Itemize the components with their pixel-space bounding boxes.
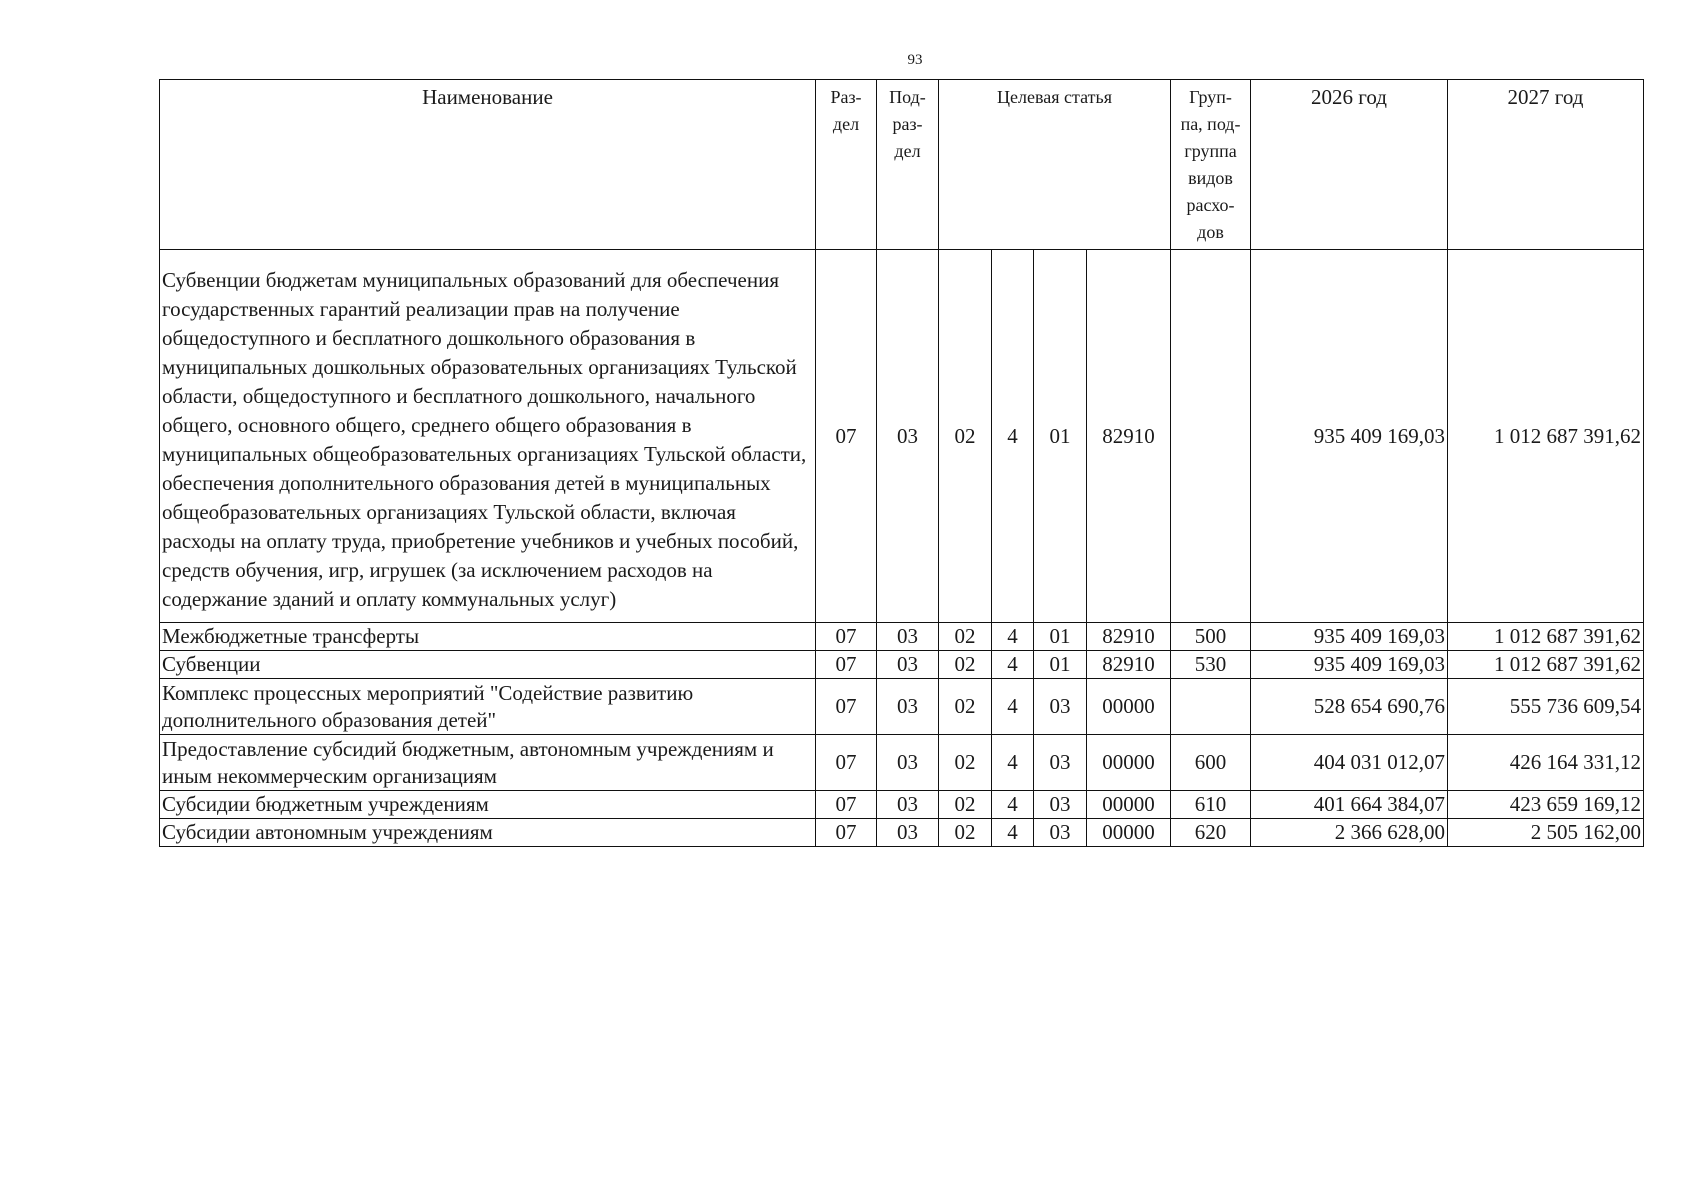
row-name: Предоставление субсидий бюджетным, автономным учреждениям и иным некоммерческим организациям (160, 735, 816, 791)
row-podrazdel: 03 (877, 791, 939, 819)
row-target-2: 4 (992, 623, 1034, 651)
row-group: 530 (1171, 651, 1251, 679)
row-group: 610 (1171, 791, 1251, 819)
row-group (1171, 679, 1251, 735)
row-name: Комплекс процессных мероприятий "Содействие развитию дополнительного образования детей" (160, 679, 816, 735)
row-podrazdel: 03 (877, 819, 939, 847)
row-2026: 2 366 628,00 (1251, 819, 1448, 847)
row-target-1: 02 (939, 651, 992, 679)
row-group (1171, 250, 1251, 623)
table-row (160, 735, 1644, 791)
budget-table (159, 79, 1644, 847)
table-header-row (160, 80, 1644, 250)
row-razdel: 07 (816, 819, 877, 847)
row-2027: 1 012 687 391,62 (1448, 651, 1644, 679)
row-razdel: 07 (816, 735, 877, 791)
row-name: Субвенции бюджетам муниципальных образований для обеспечения государственных гарантий реализации прав на получение общедоступного и бесплатного дошкольного образования в муниципальных дошкольных образовательных организациях Тульской области, общедоступного и бесплатного дошкольного, начального общего, основного общего, среднего общего образования в муниципальных общеобразовательных организациях Тульской области, обеспечения дополнительного образования детей в муниципальных общеобразовательных организациях Тульской области, включая расходы на оплату труда, приобретение учебников и учебных пособий, средств обучения, игр, игрушек (за исключением расходов на содержание зданий и оплату коммунальных услуг) (160, 250, 816, 623)
row-target-2: 4 (992, 735, 1034, 791)
row-group: 620 (1171, 819, 1251, 847)
row-target-1: 02 (939, 819, 992, 847)
row-razdel: 07 (816, 250, 877, 623)
row-target-4: 00000 (1087, 735, 1171, 791)
row-target-4: 00000 (1087, 791, 1171, 819)
row-target-4: 82910 (1087, 623, 1171, 651)
row-target-1: 02 (939, 250, 992, 623)
row-target-3: 03 (1034, 679, 1087, 735)
table-row (160, 651, 1644, 679)
row-podrazdel: 03 (877, 679, 939, 735)
row-target-3: 03 (1034, 735, 1087, 791)
row-2027: 423 659 169,12 (1448, 791, 1644, 819)
row-podrazdel: 03 (877, 735, 939, 791)
row-target-2: 4 (992, 791, 1034, 819)
row-target-1: 02 (939, 735, 992, 791)
table-row (160, 819, 1644, 847)
header-target: Целевая статья (939, 80, 1171, 250)
row-target-1: 02 (939, 679, 992, 735)
row-razdel: 07 (816, 679, 877, 735)
row-target-3: 01 (1034, 651, 1087, 679)
row-target-3: 03 (1034, 819, 1087, 847)
row-group: 500 (1171, 623, 1251, 651)
row-target-4: 82910 (1087, 651, 1171, 679)
row-podrazdel: 03 (877, 651, 939, 679)
row-2026: 935 409 169,03 (1251, 623, 1448, 651)
row-group: 600 (1171, 735, 1251, 791)
row-target-3: 03 (1034, 791, 1087, 819)
row-razdel: 07 (816, 791, 877, 819)
row-target-2: 4 (992, 651, 1034, 679)
table-row (160, 679, 1644, 735)
row-name: Субвенции (160, 651, 816, 679)
row-2027: 2 505 162,00 (1448, 819, 1644, 847)
row-podrazdel: 03 (877, 623, 939, 651)
row-target-4: 00000 (1087, 819, 1171, 847)
row-2027: 426 164 331,12 (1448, 735, 1644, 791)
row-podrazdel: 03 (877, 250, 939, 623)
row-2026: 404 031 012,07 (1251, 735, 1448, 791)
row-2026: 401 664 384,07 (1251, 791, 1448, 819)
row-name: Субсидии автономным учреждениям (160, 819, 816, 847)
table-row (160, 250, 1644, 623)
header-podrazdel: Под- раз- дел (877, 80, 939, 250)
page-number: 93 (907, 52, 923, 68)
header-razdel: Раз- дел (816, 80, 877, 250)
row-2026: 935 409 169,03 (1251, 250, 1448, 623)
row-name: Субсидии бюджетным учреждениям (160, 791, 816, 819)
header-year-2027: 2027 год (1448, 80, 1644, 250)
row-target-2: 4 (992, 819, 1034, 847)
row-razdel: 07 (816, 623, 877, 651)
row-target-4: 82910 (1087, 250, 1171, 623)
row-target-4: 00000 (1087, 679, 1171, 735)
header-name: Наименование (160, 80, 816, 250)
row-2027: 1 012 687 391,62 (1448, 623, 1644, 651)
table-row (160, 791, 1644, 819)
row-target-2: 4 (992, 679, 1034, 735)
row-razdel: 07 (816, 651, 877, 679)
row-2027: 555 736 609,54 (1448, 679, 1644, 735)
row-target-3: 01 (1034, 250, 1087, 623)
row-2026: 528 654 690,76 (1251, 679, 1448, 735)
row-target-1: 02 (939, 623, 992, 651)
row-2026: 935 409 169,03 (1251, 651, 1448, 679)
row-2027: 1 012 687 391,62 (1448, 250, 1644, 623)
header-year-2026: 2026 год (1251, 80, 1448, 250)
row-target-2: 4 (992, 250, 1034, 623)
header-group: Груп- па, под- группа видов расхо- дов (1171, 80, 1251, 250)
row-target-1: 02 (939, 791, 992, 819)
row-name: Межбюджетные трансферты (160, 623, 816, 651)
row-target-3: 01 (1034, 623, 1087, 651)
table-row (160, 623, 1644, 651)
